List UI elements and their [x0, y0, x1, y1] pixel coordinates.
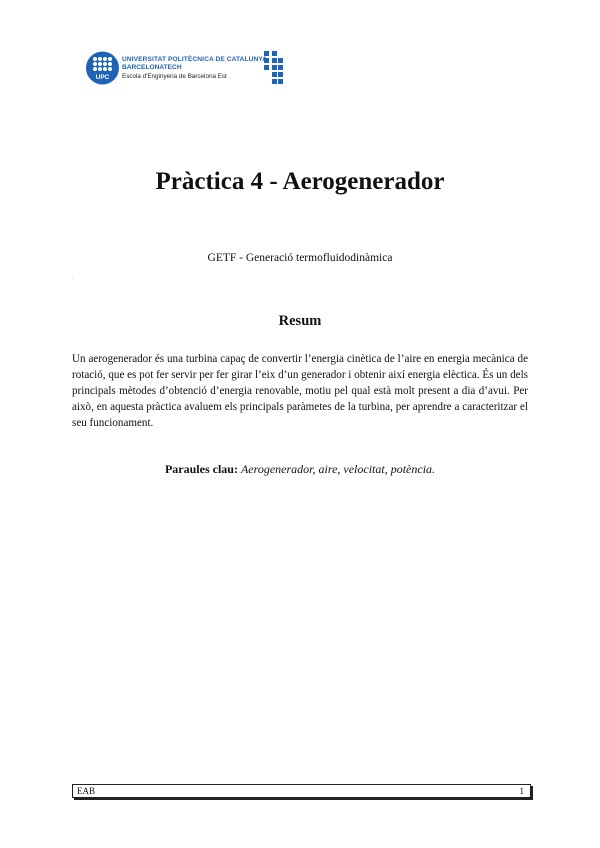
logo-university-name: UNIVERSITAT POLITÈCNICA DE CATALUNYA: [122, 56, 268, 63]
abstract-body: Un aerogenerador és una turbina capaç de convertir l’energia cinètica de l’aire en energia mecànica de rotació, que es pot fer servir per fer girar l’eix d’un generador i obtenir així energia elèctica. És un dels principals mètodes d’obtenció d’energia renovable, motiu pel qual està molt present a dia d’avui. Per això, en aquesta pràctica avaluem els principals paràmetes de la turbina, per aprendre a caracteritzar el seu funcionament.: [72, 353, 528, 429]
logo-school-name: Escola d'Enginyeria de Barcelona Est: [122, 73, 227, 80]
keywords-value: Aerogenerador, aire, velocitat, potència.: [240, 462, 436, 476]
footer-label: EAB: [77, 786, 95, 796]
document-title: Pràctica 4 - Aerogenerador: [155, 168, 445, 195]
document-subtitle: GETF - Generació termofluidodinàmica: [207, 252, 393, 264]
page-number: 1: [519, 786, 524, 796]
stray-mark: .: [72, 275, 74, 281]
logo-badge-text: UPC: [95, 74, 110, 81]
logo-text: [122, 56, 267, 82]
page-footer: [72, 784, 531, 798]
logo-barcelonatech: BARCELONATECH: [122, 63, 182, 71]
keywords-line: [0, 462, 600, 477]
keywords-label: Paraules clau:: [164, 462, 241, 476]
abstract-heading: Resum: [278, 313, 322, 329]
